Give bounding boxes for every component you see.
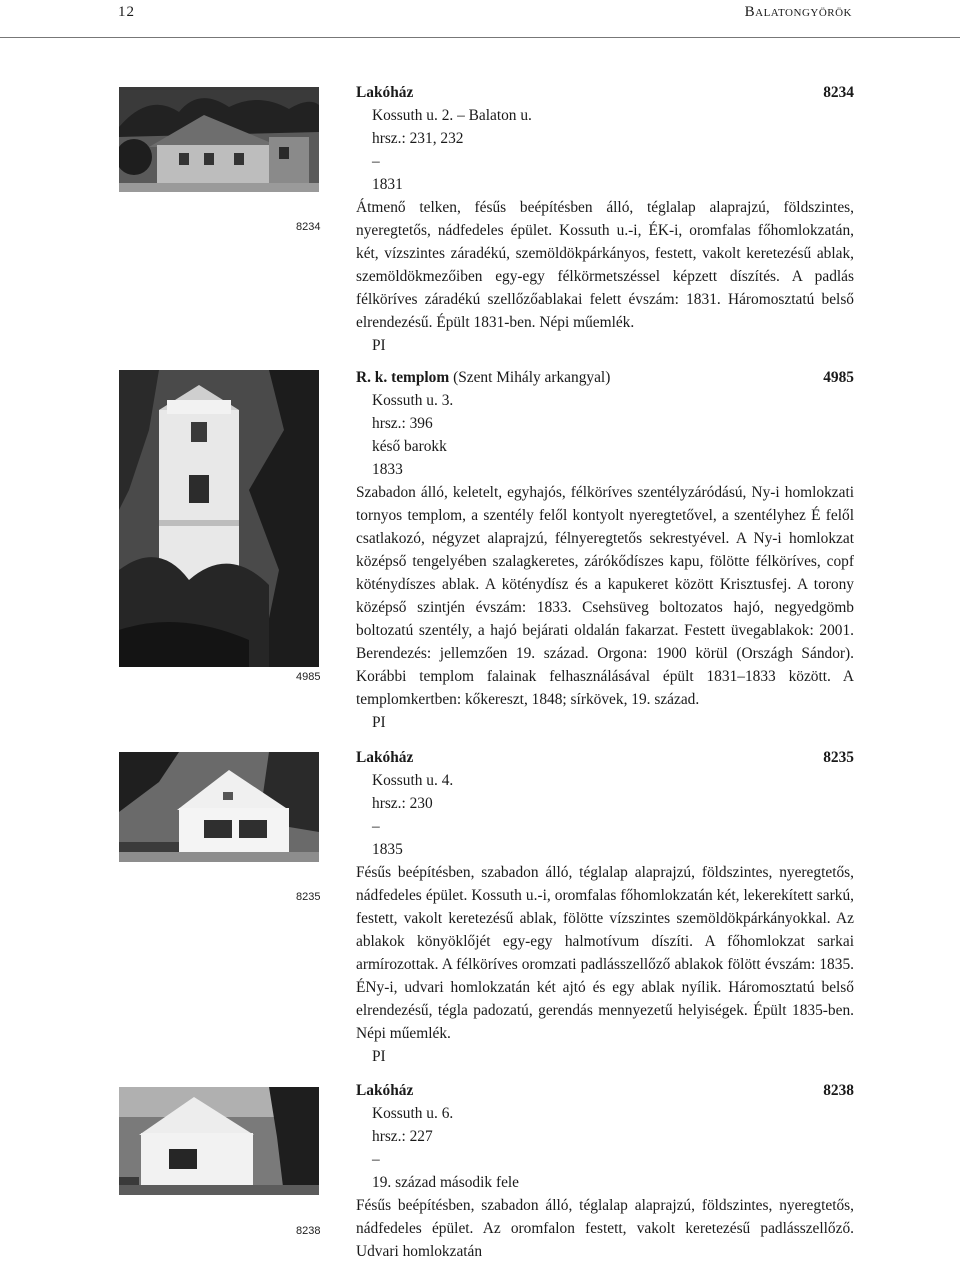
photo-house-8234 bbox=[119, 87, 319, 192]
entry-plot: hrsz.: 396 bbox=[372, 415, 433, 432]
entry-address: Kossuth u. 6. bbox=[372, 1105, 454, 1122]
entry-plot: hrsz.: 230 bbox=[372, 795, 433, 812]
entry-style: – bbox=[372, 818, 380, 835]
entry-8238 bbox=[356, 1079, 854, 1263]
page-number: 12 bbox=[118, 4, 135, 20]
entry-date: 19. század második fele bbox=[372, 1174, 520, 1191]
entry-description: Átmenő telken, fésűs beépítésben álló, téglalap alaprajzú, földszintes, nyeregtetős, nádfedeles épület. Kossuth u.-i, ÉK-i, oromfalas főhomlokzatán, két, vízszintes záradékú, szemöldökpárkányos, festett, vakolt keretezésű ablak, szemöldökmezőiben egy-egy félkörmetszéssel képzett díszítés. A padlás félköríves záradékú szellőzőablakai felett évszám: 1831. Háromosztatú belső elrendezésű. Épült 1831-ben. Népi műemlék. bbox=[356, 199, 854, 331]
entry-id: 4985 bbox=[823, 369, 854, 386]
entry-heading bbox=[356, 81, 854, 104]
entry-title: R. k. templom bbox=[356, 369, 450, 386]
entry-id: 8238 bbox=[823, 1082, 854, 1099]
entry-description: Szabadon álló, keletelt, egyhajós, félköríves szentélyzáródású, Ny-i homlokzati tornyos templom, a szentély felől kontyolt nyeregtetővel, a szentélyhez É felől csatlakozó, négyzet alaprajzú, félnyeregtetős sekrestyével. A Ny-i homlokzat középső tengelyében szalagkeretes, zárókődíszes kapu, fölötte félköríves, copf köténydíszes ablak. A köténydísz és a kapukeret között Krisztusfej. A torony középső szintjén évszám: 1833. Csehsüveg boltozatos hajó, negyedgömb boltozatú szentély, a hajó bejárati oldalán fakarzat. Festett üvegablakok: 2001. Berendezés: jellemzően 19. század. Orgona: 1900 körül (Országh Sándor). Korábbi templom falainak felhasználásával épült 1831–1833 között. A templomkertben: kőkereszt, 1848; sírkövek, 19. század. bbox=[356, 484, 854, 708]
header-rule bbox=[0, 37, 960, 38]
entry-style: – bbox=[372, 153, 380, 170]
entry-title: Lakóház bbox=[356, 749, 414, 766]
entry-8235 bbox=[356, 746, 854, 1068]
entry-id: 8234 bbox=[823, 84, 854, 101]
entry-address: Kossuth u. 3. bbox=[372, 392, 454, 409]
running-head: Balatongyörök bbox=[744, 4, 852, 20]
entry-address: Kossuth u. 4. bbox=[372, 772, 454, 789]
entry-subtitle: (Szent Mihály arkangyal) bbox=[453, 369, 611, 386]
entry-plot: hrsz.: 231, 232 bbox=[372, 130, 464, 147]
entry-date: 1831 bbox=[372, 176, 403, 193]
entry-address: Kossuth u. 2. – Balaton u. bbox=[372, 107, 532, 124]
entry-4985 bbox=[356, 366, 854, 734]
entry-description: Fésűs beépítésben, szabadon álló, téglalap alaprajzú, földszintes, nyeregtetős, nádfedeles épület. Kossuth u.-i, oromfalas főhomlokzatán két, lekerekített sarkú, festett, vakolt keretezésű ablak, fölötte vízszintes szemöldökpárkányokkal. Az ablakok könyöklőjét egy-egy halmotívum díszíti. A főhomlokzat sarkai armírozottak. A félköríves oromzati padlásszellőző ablakok fölött évszám: 1835. ÉNy-i, udvari homlokzatán két ajtó és egy ablak nyílik. Háromosztatú belső elrendezésű, tégla padozatú, gerendás mennyezetű helyiségek. Épült 1835-ben. Népi műemlék. bbox=[356, 864, 854, 1042]
photo-house-8238 bbox=[119, 1087, 319, 1195]
entry-author: PI bbox=[372, 1048, 386, 1065]
entry-id: 8235 bbox=[823, 749, 854, 766]
entry-heading bbox=[356, 366, 854, 389]
entry-date: 1835 bbox=[372, 841, 403, 858]
photo-caption: 4985 bbox=[296, 671, 321, 683]
photo-caption: 8235 bbox=[296, 891, 321, 903]
entry-heading bbox=[356, 1079, 854, 1102]
entry-author: PI bbox=[372, 337, 386, 354]
page-header bbox=[0, 0, 960, 38]
entry-style: – bbox=[372, 1151, 380, 1168]
entry-title: Lakóház bbox=[356, 1082, 414, 1099]
photo-church-4985 bbox=[119, 370, 319, 667]
entry-description: Fésűs beépítésben, szabadon álló, téglalap alaprajzú, földszintes, nyeregtetős, nádfedeles épület. Az oromfalon festett, vakolt keretezésű padlásszellőző. Udvari homlokzatán bbox=[356, 1197, 854, 1260]
entry-plot: hrsz.: 227 bbox=[372, 1128, 433, 1145]
photo-house-8235 bbox=[119, 752, 319, 862]
entry-8234 bbox=[356, 81, 854, 357]
entry-date: 1833 bbox=[372, 461, 403, 478]
entry-title: Lakóház bbox=[356, 84, 414, 101]
photo-caption: 8234 bbox=[296, 221, 321, 233]
photo-caption: 8238 bbox=[296, 1225, 321, 1237]
entry-author: PI bbox=[372, 714, 386, 731]
entry-heading bbox=[356, 746, 854, 769]
entry-style: késő barokk bbox=[372, 438, 447, 455]
